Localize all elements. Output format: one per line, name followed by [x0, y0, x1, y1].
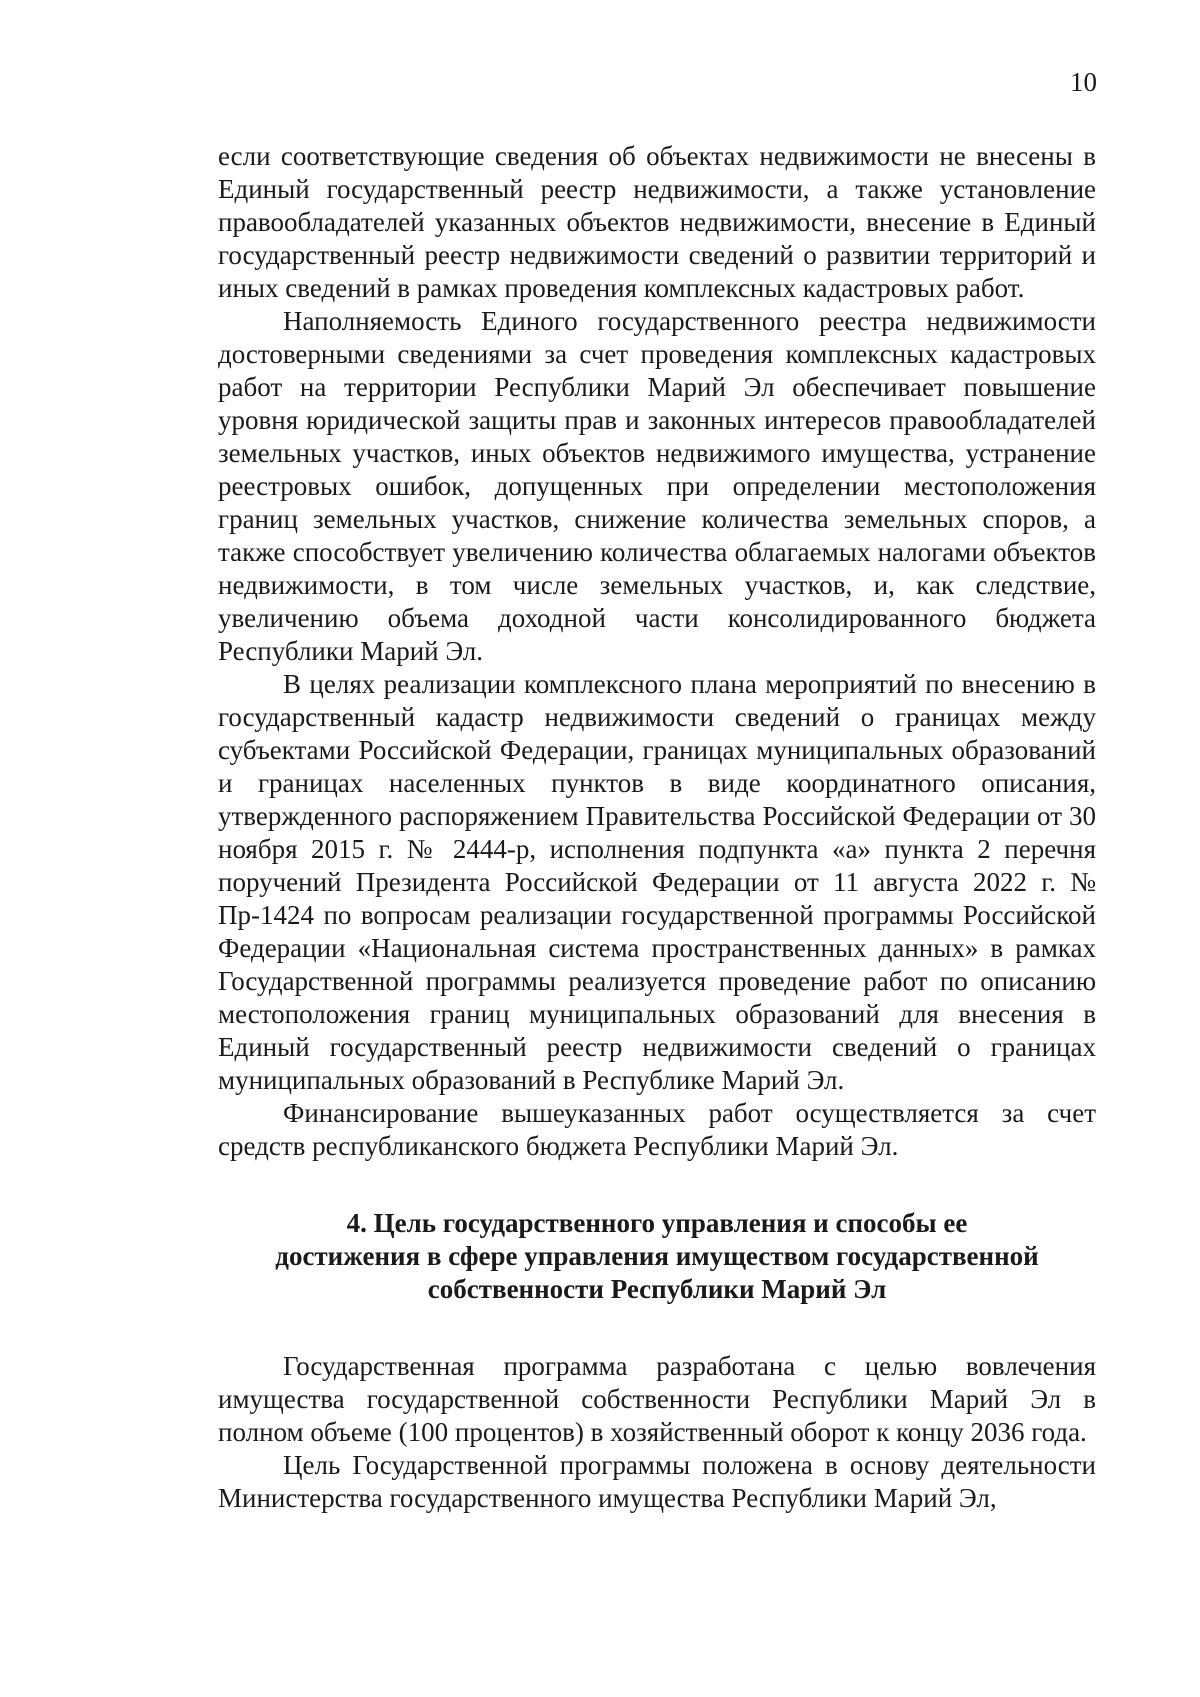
page-number: 10 — [1070, 67, 1097, 97]
paragraph-boundaries-plan: В целях реализации комплексного плана мероприятий по внесению в государственный кадастр недвижимости сведений о границах между субъектами Российской Федерации, границах муниципальных образований и границах населенных пунктов в виде координатного описания, утвержденного распоряжением Правительства Российской Федерации от 30 ноября 2015 г. № 2444-р, исполнения подпункта «а» пункта 2 перечня поручений Президента Российской Федерации от 11 августа 2022 г. № Пр-1424 по вопросам реализации государственной программы Российской Федерации «Национальная система пространственных данных» в рамках Государственной программы реализуется проведение работ по описанию местоположения границ муниципальных образований для внесения в Единый государственный реестр недвижимости сведений о границах муниципальных образований в Республике Марий Эл. — [218, 669, 1096, 1095]
section-heading: 4. Цель государственного управления и способы ее достижения в сфере управления имуществом государственной собственности Республики Марий Эл — [275, 1208, 1039, 1304]
paragraph-ministry-activity: Цель Государственной программы положена в основу деятельности Министерства государственного имущества Республики Марий Эл, — [218, 1450, 1096, 1513]
paragraph-registry-completeness: Наполняемость Единого государственного реестра недвижимости достоверными сведениями за счет проведения комплексных кадастровых работ на территории Республики Марий Эл обеспечивает повышение уровня юридической защиты прав и законных интересов правообладателей земельных участков, иных объектов недвижимого имущества, устранение реестровых ошибок, допущенных при определении местоположения границ земельных участков, снижение количества земельных споров, а также способствует увеличению количества облагаемых налогами объектов недвижимости, в том числе земельных участков, и, как следствие, увеличению объема доходной части консолидированного бюджета Республики Марий Эл. — [218, 306, 1096, 666]
paragraph-continuation: если соответствующие сведения об объектах недвижимости не внесены в Единый государственный реестр недвижимости, а также установление правообладателей указанных объектов недвижимости, внесение в Единый государственный реестр недвижимости сведений о развитии территорий и иных сведений в рамках проведения комплексных кадастровых работ. — [218, 141, 1096, 303]
document-body — [218, 140, 1096, 1515]
paragraph-financing: Финансирование вышеуказанных работ осуществляется за счет средств республиканского бюджета Республики Марий Эл. — [218, 1098, 1096, 1161]
paragraph-program-goal: Государственная программа разработана с целью вовлечения имущества государственной собственности Республики Марий Эл в полном объеме (100 процентов) в хозяйственный оборот к концу 2036 года. — [218, 1351, 1096, 1447]
